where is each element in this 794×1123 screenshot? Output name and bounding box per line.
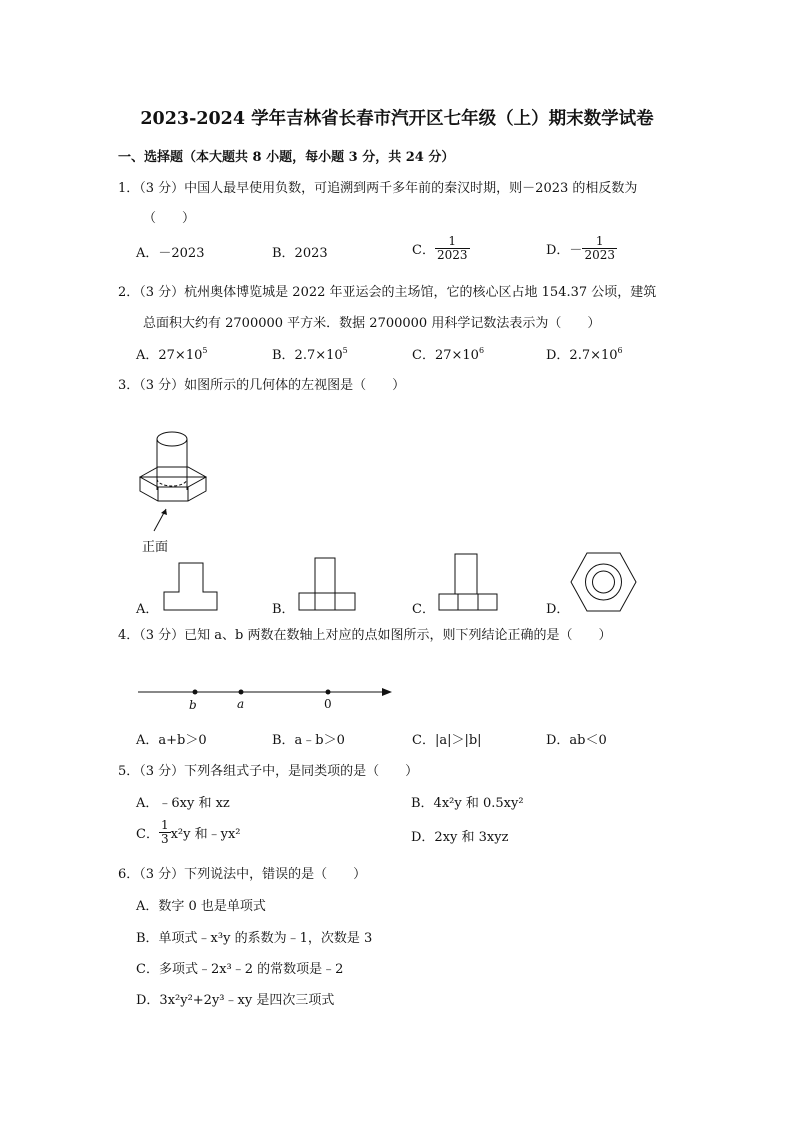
q5-option-d: D．2xy 和 3xyz xyxy=(411,830,509,845)
section-heading: 一、选择题（本大题共 8 小题，每小题 3 分，共 24 分） xyxy=(118,150,455,165)
page-title: 2023-2024 学年吉林省长春市汽开区七年级（上）期末数学试卷 xyxy=(140,109,654,129)
q1-option-c-prefix: C． xyxy=(412,243,435,258)
question-1-text: 1．（3 分）中国人最早使用负数，可追溯到两千多年前的秦汉时期，则－2023 的相反数为 xyxy=(118,181,638,196)
q5-c-numerator: 1 xyxy=(160,818,169,832)
q2-a-base: A．27×10 xyxy=(136,348,203,363)
q2-c-base: C．27×10 xyxy=(412,348,479,363)
number-line xyxy=(138,685,398,701)
number-line-label-b: b xyxy=(189,698,197,712)
question-3-text: 3．（3 分）如图所示的几何体的左视图是（ ） xyxy=(118,378,406,393)
q3-option-c-figure xyxy=(438,553,500,613)
q3-option-d-figure xyxy=(570,552,638,614)
q2-option-c xyxy=(412,344,484,363)
q1-option-a: A．－2023 xyxy=(136,246,205,261)
q2-option-b xyxy=(272,344,348,363)
q1-d-denominator: 2023 xyxy=(584,248,615,262)
q2-option-d xyxy=(546,344,623,363)
q1-option-d-fraction xyxy=(582,235,617,262)
question-5-text: 5．（3 分）下列各组式子中，是同类项的是（ ） xyxy=(118,764,419,779)
q3-option-a-label: A． xyxy=(136,602,159,617)
front-view-label: 正面 xyxy=(142,540,169,555)
q6-option-c: C．多项式﹣2x³﹣2 的常数项是﹣2 xyxy=(136,962,344,977)
question-2-text: 2．（3 分）杭州奥体博览城是 2022 年亚运会的主场馆，它的核心区占地 154.37 公顷，建筑 xyxy=(118,285,657,300)
solid-figure xyxy=(130,425,220,545)
q4-option-b: B．a﹣b＞0 xyxy=(272,733,345,748)
q5-c-denominator: 3 xyxy=(160,832,169,846)
q2-c-exponent: 6 xyxy=(478,346,485,355)
q3-option-c-label: C． xyxy=(412,602,435,617)
q1-option-d xyxy=(546,235,617,262)
q1-option-c xyxy=(412,235,470,262)
q3-option-b-label: B． xyxy=(272,602,295,617)
q2-b-base: B．2.7×10 xyxy=(272,348,343,363)
question-1-blank: （ ） xyxy=(143,211,196,226)
q2-b-exponent: 5 xyxy=(342,346,348,355)
q5-c-rest: x²y 和﹣yx² xyxy=(170,827,241,842)
question-6-text: 6．（3 分）下列说法中，错误的是（ ） xyxy=(118,867,367,882)
q2-d-exponent: 6 xyxy=(617,346,623,355)
q3-option-a-figure xyxy=(163,562,219,612)
q5-c-prefix: C． xyxy=(136,827,159,842)
number-line-label-0: 0 xyxy=(324,697,332,711)
number-line-label-a: a xyxy=(237,697,245,711)
q6-option-b: B．单项式﹣x³y 的系数为﹣1，次数是 3 xyxy=(136,931,373,946)
q4-option-a: A．a+b＞0 xyxy=(136,733,207,748)
question-2-text-line2: 总面积大约有 2700000 平方米．数据 2700000 用科学记数法表示为（ ） xyxy=(143,316,601,331)
q4-option-d: D．ab＜0 xyxy=(546,733,607,748)
q5-option-c xyxy=(136,819,241,846)
q2-a-exponent: 5 xyxy=(202,346,208,355)
q6-option-d: D．3x²y²+2y³﹣xy 是四次三项式 xyxy=(136,993,335,1008)
q1-c-denominator: 2023 xyxy=(436,248,468,262)
q1-option-b: B．2023 xyxy=(272,246,328,261)
q1-d-numerator: 1 xyxy=(582,235,617,249)
q3-option-d-label: D． xyxy=(546,602,570,617)
q3-option-b-figure xyxy=(298,557,358,612)
q2-d-base: D．2.7×10 xyxy=(546,348,618,363)
q5-option-a: A．﹣6xy 和 xz xyxy=(136,796,230,811)
question-4-text: 4．（3 分）已知 a、b 两数在数轴上对应的点如图所示，则下列结论正确的是（ ） xyxy=(118,628,612,643)
q1-c-numerator: 1 xyxy=(435,235,470,249)
q5-c-fraction xyxy=(159,819,171,846)
q1-option-c-fraction xyxy=(435,235,470,262)
q6-option-a: A．数字 0 也是单项式 xyxy=(136,899,266,914)
q5-option-b: B．4x²y 和 0.5xy² xyxy=(411,796,524,811)
q2-option-a xyxy=(136,344,207,363)
q4-option-c: C．|a|＞|b| xyxy=(412,733,482,748)
q1-option-d-prefix: D．－ xyxy=(546,243,583,258)
